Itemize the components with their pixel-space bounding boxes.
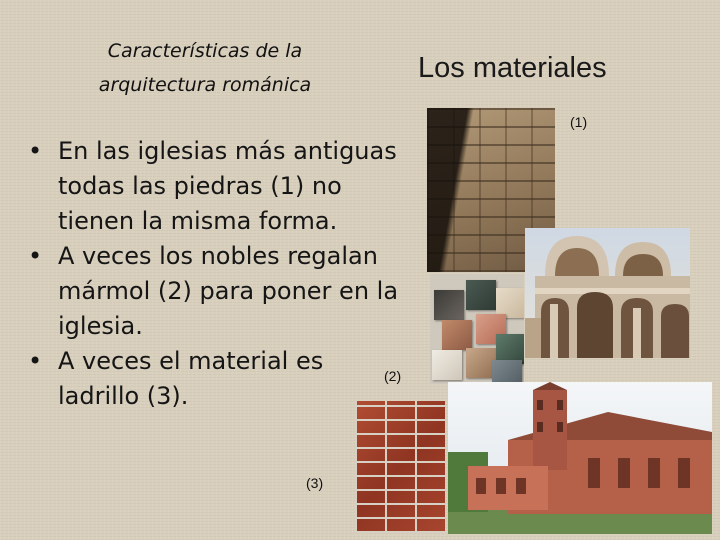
bullet-line: tienen la misma forma. xyxy=(58,207,338,235)
bullet-item-marble xyxy=(28,239,428,344)
bullet-line: mármol (2) para poner en la xyxy=(58,277,399,305)
slide-title: Los materiales xyxy=(418,52,607,84)
slide-subtitle xyxy=(60,34,350,102)
marble-swatches-photo xyxy=(430,274,524,384)
label-3: (3) xyxy=(306,475,324,491)
bullet-line: A veces el material es xyxy=(58,347,324,375)
bullet-marker: • xyxy=(28,242,43,270)
bullet-line: En las iglesias más antiguas xyxy=(58,137,397,165)
bullet-marker: • xyxy=(28,137,43,165)
bullet-line: todas las piedras (1) no xyxy=(58,172,342,200)
label-1: (1) xyxy=(570,114,588,130)
bullet-line: ladrillo (3). xyxy=(58,382,189,410)
bullet-list xyxy=(28,134,428,414)
cathedral-photo xyxy=(525,228,690,358)
subtitle-line-1: Características de la xyxy=(107,40,303,62)
brick-basilica-photo xyxy=(448,382,712,534)
bullet-item-stones xyxy=(28,134,428,239)
subtitle-line-2: arquitectura románica xyxy=(98,74,312,96)
bullet-marker: • xyxy=(28,347,43,375)
brick-wall-photo xyxy=(355,401,445,533)
label-2: (2) xyxy=(384,368,402,384)
bullet-line: A veces los nobles regalan xyxy=(58,242,378,270)
bullet-line: iglesia. xyxy=(58,312,143,340)
